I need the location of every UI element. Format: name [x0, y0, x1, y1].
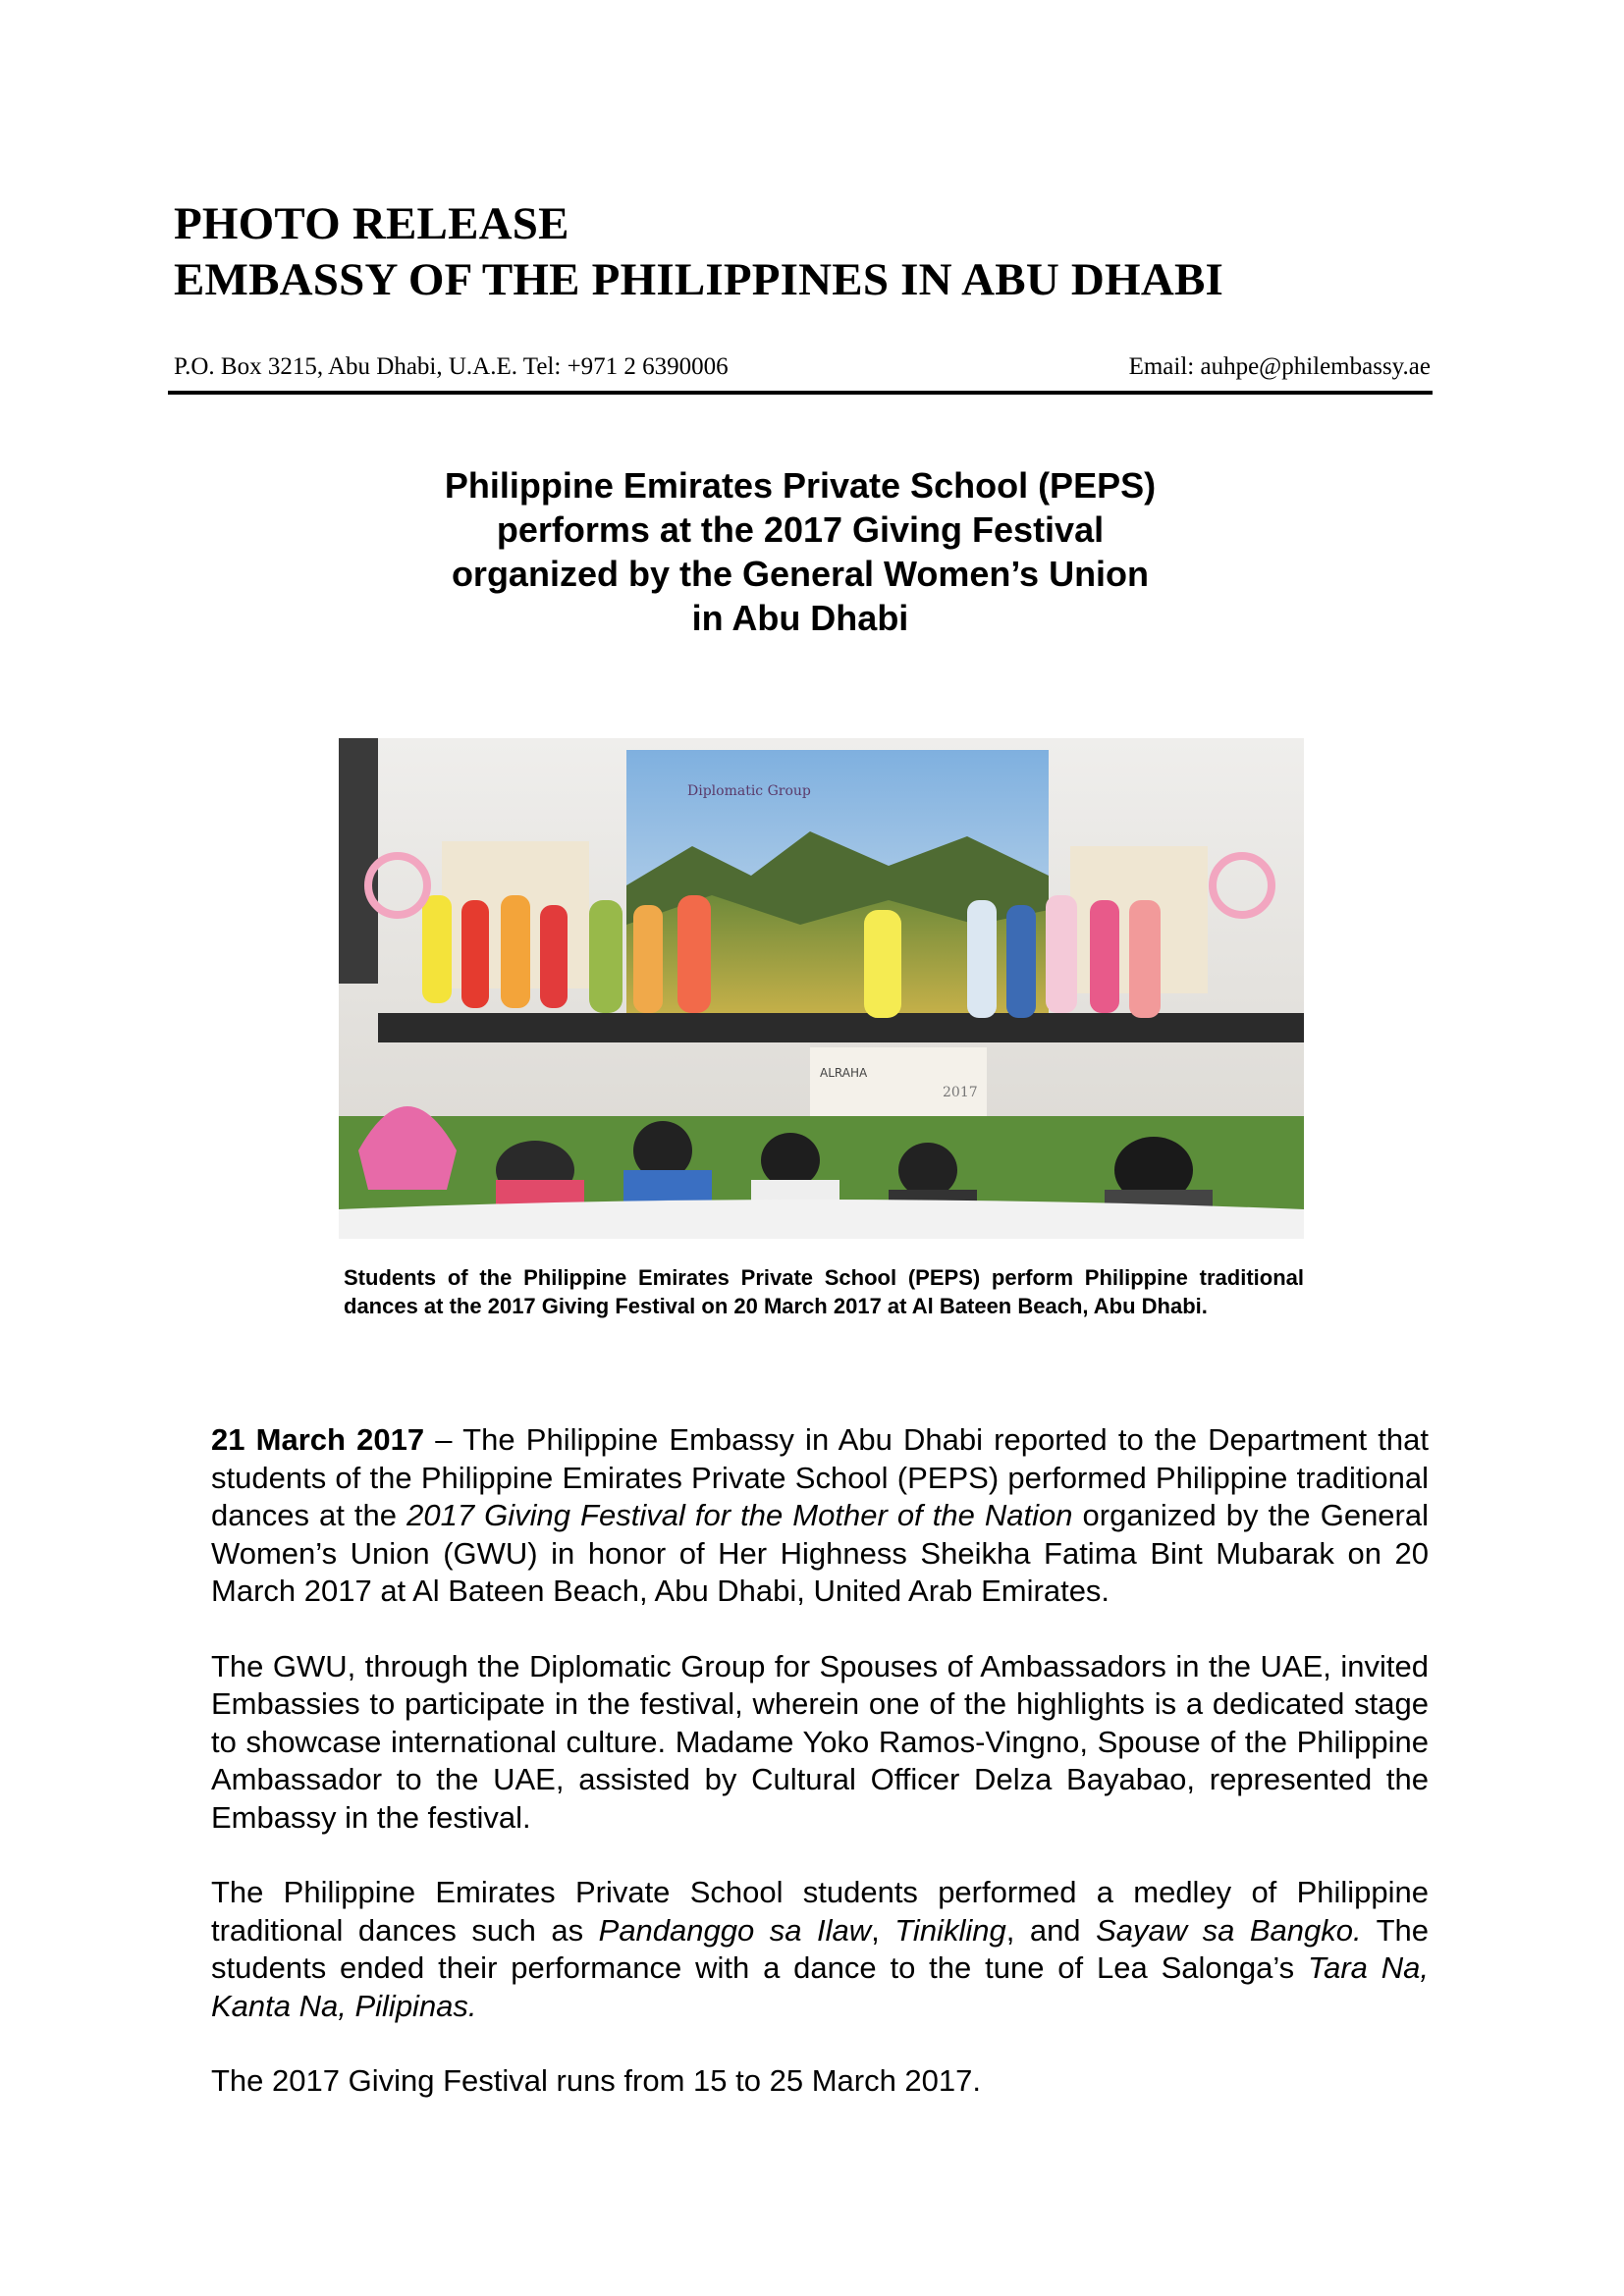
paragraph-3-text-b: The students ended their performance with a dance to the tune of Lea Salonga’s [211, 1912, 1429, 1985]
headline-line-3: organized by the General Women’s Union [451, 554, 1150, 594]
paragraph-4: The 2017 Giving Festival runs from 15 to 25 March 2017. [211, 2063, 982, 2098]
headline-line-2: performs at the 2017 Giving Festival [496, 509, 1105, 550]
letterhead-divider [168, 391, 1433, 395]
article-body [211, 1421, 1429, 2138]
letterhead-contact [174, 353, 1431, 381]
paragraph-1-text-b: organized by the General Women’s Union (GWU) in honor of Her Highness Sheikha Fatima Bint Mubarak on 20 March 2017 at Al Bateen Beach, Abu Dhabi, United Arab Emirates. [211, 1498, 1430, 1608]
headline [324, 463, 1276, 640]
photo-caption: Students of the Philippine Emirates Private School (PEPS) perform Philippine traditional dances at the 2017 Giving Festival on 20 March 2017 at Al Bateen Beach, Abu Dhabi. [344, 1265, 1304, 1318]
headline-line-4: in Abu Dhabi [691, 598, 909, 638]
sponsor-text: ALRAHA [820, 1066, 868, 1080]
stage-sign-year: 2017 [943, 1085, 978, 1100]
paragraph-3 [211, 1874, 1429, 2025]
screen-banner-text: Diplomatic Group [687, 783, 811, 799]
letterhead-embassy: EMBASSY OF THE PHILIPPINES IN ABU DHABI [174, 254, 1223, 305]
paragraph-3-text-a: The Philippine Emirates Private School students performed a medley of Philippine traditional dances such as [211, 1875, 1429, 1948]
song-title: Tara Na, Kanta Na, Pilipinas. [211, 1950, 1429, 2023]
paragraph-2: The GWU, through the Diplomatic Group for Spouses of Ambassadors in the UAE, invited Embassies to participate in the festival, wherein one of the highlights is a dedicated stage to showcase international culture. Madame Yoko Ramos-Vingno, Spouse of the Philippine Ambassador to the UAE, assisted by Cultural Officer Delza Bayabao, represented the Embassy in the festival. [211, 1648, 1429, 1835]
dance-name-2: Tinikling [894, 1912, 1006, 1948]
event-photo [339, 738, 1304, 1239]
event-name: 2017 Giving Festival for the Mother of the Nation [406, 1498, 1073, 1532]
event-photo-illustration [339, 738, 1304, 1239]
separator-1: , [871, 1912, 895, 1948]
separator-2: , and [1005, 1912, 1097, 1948]
letterhead-address: P.O. Box 3215, Abu Dhabi, U.A.E. Tel: +971 2 6390006 [174, 353, 729, 380]
headline-line-1: Philippine Emirates Private School (PEPS) [444, 465, 1157, 506]
letterhead [174, 196, 1431, 380]
paragraph-1-text-a: – The Philippine Embassy in Abu Dhabi reported to the Department that students of the Philippine Emirates Private School (PEPS) performed Philippine traditional dances at the [211, 1422, 1429, 1532]
letterhead-title: PHOTO RELEASE [174, 198, 569, 249]
dateline: 21 March 2017 [211, 1422, 425, 1457]
paragraph-1 [211, 1421, 1429, 1611]
dance-name-3: Sayaw sa Bangko. [1096, 1912, 1362, 1948]
dance-name-1: Pandanggo sa Ilaw [598, 1912, 872, 1948]
letterhead-email: Email: auhpe@philembassy.ae [1128, 353, 1431, 380]
